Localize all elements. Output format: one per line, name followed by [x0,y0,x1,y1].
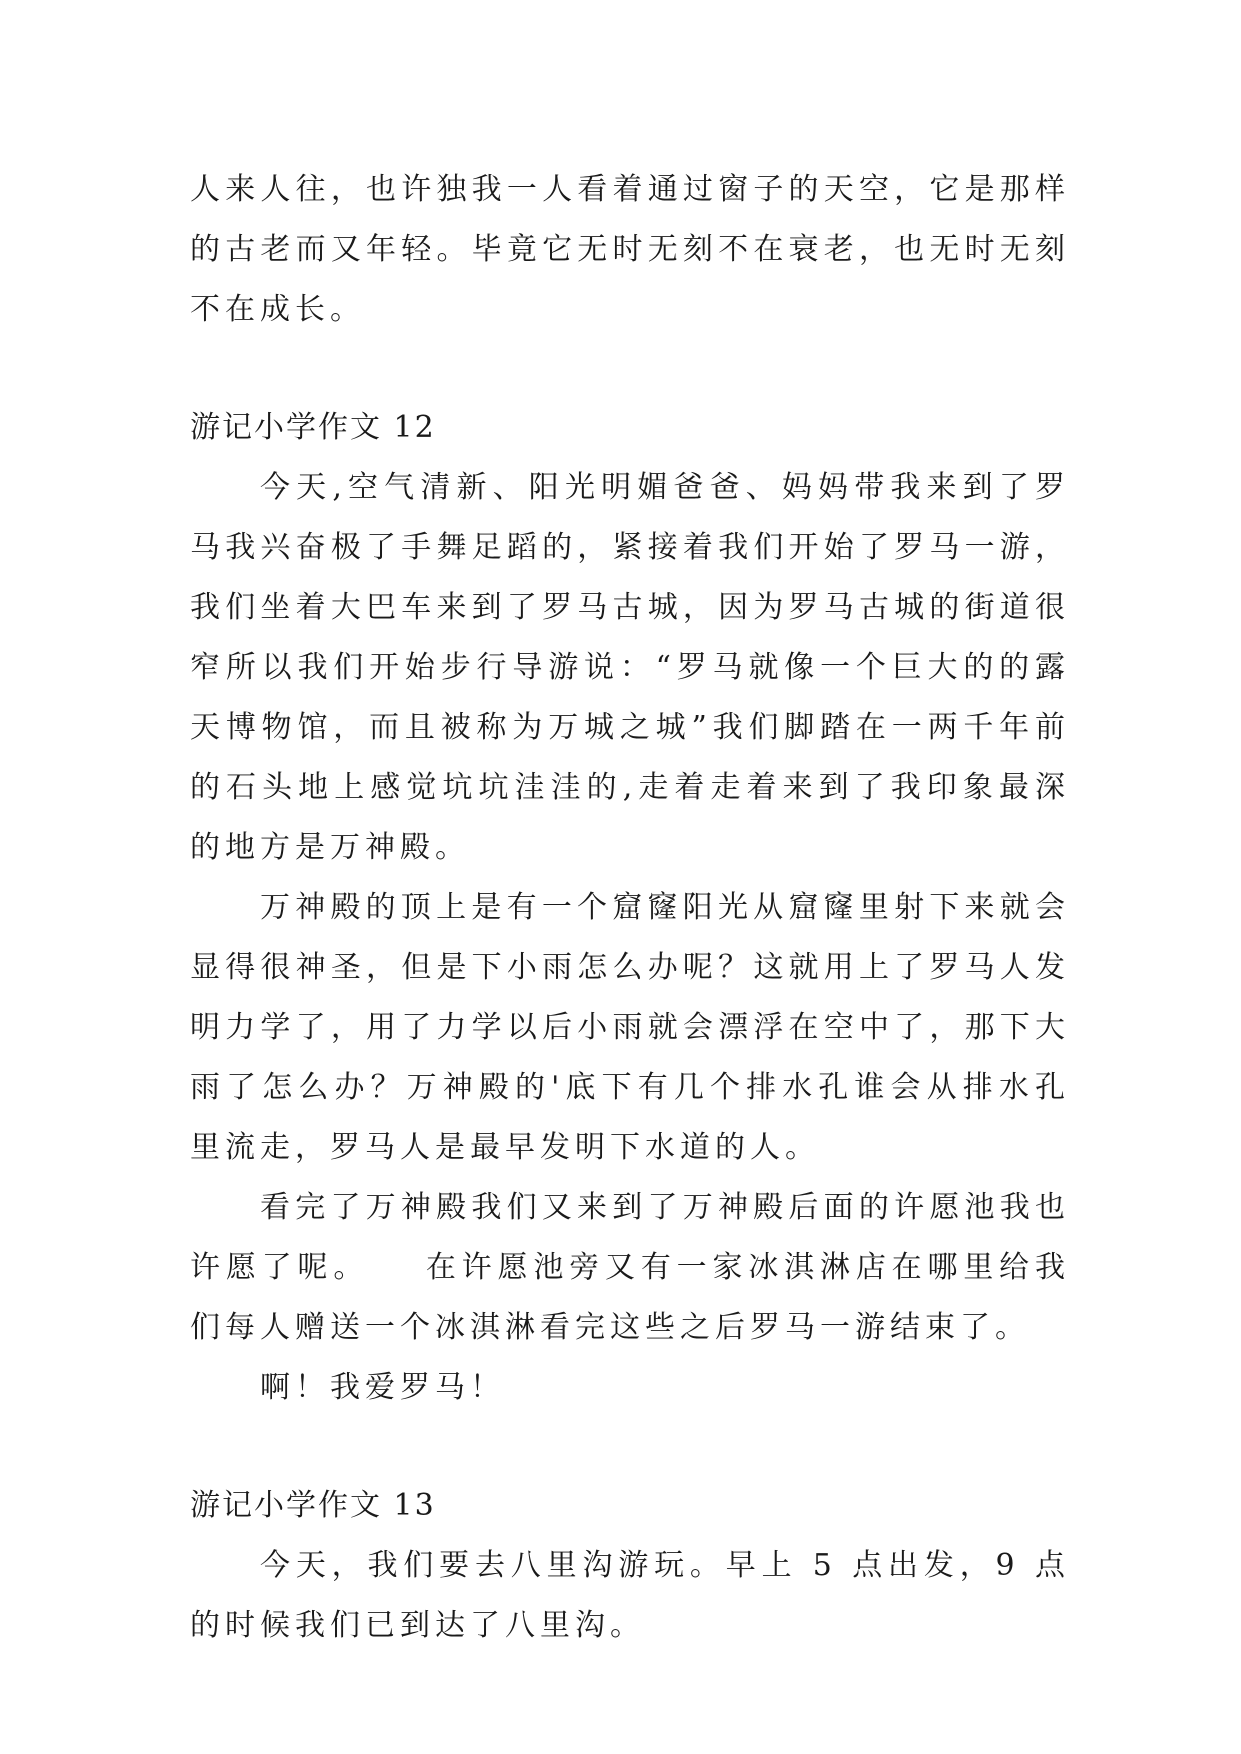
essay-12-paragraph-4: 啊！我爱罗马！ [260,1370,505,1405]
document-page [190,160,1070,1656]
essay-12-heading: 游记小学作文 12 [190,410,436,445]
essay-12-paragraph-3: 看完了万神殿我们又来到了万神殿后面的许愿池我也许愿了呢。 在许愿池旁又有一家冰淇淋店在哪里给我们每人赠送一个冰淇淋看完这些之后罗马一游结束了。 [190,1190,1070,1345]
essay-12-paragraph-2: 万神殿的顶上是有一个窟窿阳光从窟窿里射下来就会显得很神圣，但是下小雨怎么办呢？这就用上了罗马人发明力学了，用了力学以后小雨就会漂浮在空中了，那下大雨了怎么办？万神殿的'底下有几个排水孔谁会从排水孔里流走，罗马人是最早发明下水道的人。 [190,890,1070,1165]
essay-13-paragraph-1: 今天，我们要去八里沟游玩。早上 5 点出发，9 点的时候我们已到达了八里沟。 [190,1548,1070,1643]
essay-13-heading: 游记小学作文 13 [190,1488,436,1523]
essay-12-paragraph-1: 今天,空气清新、阳光明媚爸爸、妈妈带我来到了罗马我兴奋极了手舞足蹈的，紧接着我们开始了罗马一游，我们坐着大巴车来到了罗马古城，因为罗马古城的街道很窄所以我们开始步行导游说：“罗马就像一个巨大的的露天博物馆，而且被称为万城之城”我们脚踏在一两千年前的石头地上感觉坑坑洼洼的,走着走着来到了我印象最深的地方是万神殿。 [190,470,1070,865]
continued-paragraph: 人来人往，也许独我一人看着通过窗子的天空，它是那样的古老而又年轻。毕竟它无时无刻不在衰老，也无时无刻不在成长。 [190,172,1070,327]
